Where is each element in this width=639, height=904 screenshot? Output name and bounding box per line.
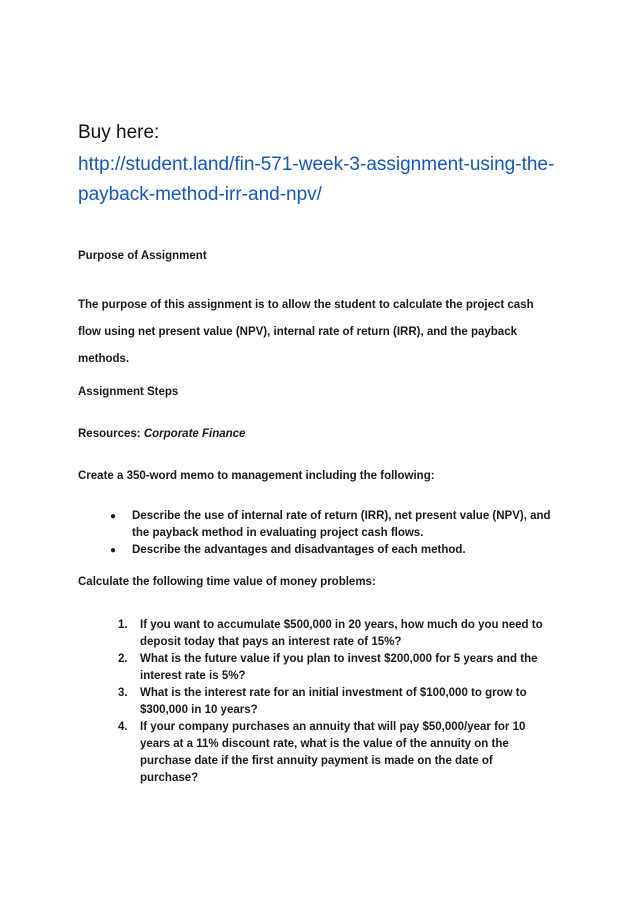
item-line: purchase? — [140, 772, 199, 784]
list-item — [108, 508, 578, 542]
item-line: What is the interest rate for an initial investment of $100,000 to grow to — [140, 687, 527, 699]
resources-title: Corporate Finance — [143, 428, 246, 440]
memo-intro: Create a 350-word memo to management including the following: — [78, 470, 435, 482]
list-item — [108, 651, 578, 685]
bullet-icon: ● — [110, 511, 117, 522]
item-line: If you want to accumulate $500,000 in 20 years, how much do you need to — [140, 619, 543, 631]
item-number: 2. — [118, 653, 128, 665]
list-item — [108, 617, 578, 651]
purpose-heading: Purpose of Assignment — [78, 250, 207, 262]
resources-label: Resources: — [78, 428, 144, 440]
item-line: years at a 11% discount rate, what is the value of the annuity on the — [140, 738, 509, 750]
bullet-line-1: Describe the advantages and disadvantages of each method. — [132, 544, 466, 556]
buy-link-line-2: payback-method-irr-and-npv/ — [78, 184, 322, 205]
item-line: $300,000 in 10 years? — [140, 704, 258, 716]
memo-bullet-list — [108, 508, 578, 559]
list-item — [108, 685, 578, 719]
purpose-line-1: The purpose of this assignment is to allow the student to calculate the project cash — [78, 299, 534, 311]
problems-list — [108, 617, 578, 787]
item-line: If your company purchases an annuity that will pay $50,000/year for 10 — [140, 721, 526, 733]
item-line: interest rate is 5%? — [140, 670, 246, 682]
buy-link[interactable] — [78, 150, 578, 210]
purpose-paragraph — [78, 292, 558, 373]
item-line: What is the future value if you plan to invest $200,000 for 5 years and the — [140, 653, 538, 665]
item-line: deposit today that pays an interest rate of 15%? — [140, 636, 402, 648]
bullet-icon: ● — [110, 545, 117, 556]
item-number: 3. — [118, 687, 128, 699]
list-item — [108, 542, 578, 559]
problems-intro: Calculate the following time value of money problems: — [78, 576, 376, 588]
resources-line — [78, 428, 245, 440]
assignment-steps-heading: Assignment Steps — [78, 386, 179, 398]
item-number: 1. — [118, 619, 128, 631]
buy-link-line-1: http://student.land/fin-571-week-3-assignment-using-the- — [78, 154, 555, 175]
purpose-line-3: methods. — [78, 353, 130, 365]
list-item — [108, 719, 578, 787]
purpose-line-2: flow using net present value (NPV), internal rate of return (IRR), and the payback — [78, 326, 517, 338]
bullet-line-1: Describe the use of internal rate of return (IRR), net present value (NPV), and — [132, 510, 551, 522]
bullet-line-2: the payback method in evaluating project cash flows. — [132, 527, 424, 539]
item-number: 4. — [118, 721, 128, 733]
buy-here-label: Buy here: — [78, 122, 160, 143]
item-line: purchase date if the first annuity payment is made on the date of — [140, 755, 493, 767]
